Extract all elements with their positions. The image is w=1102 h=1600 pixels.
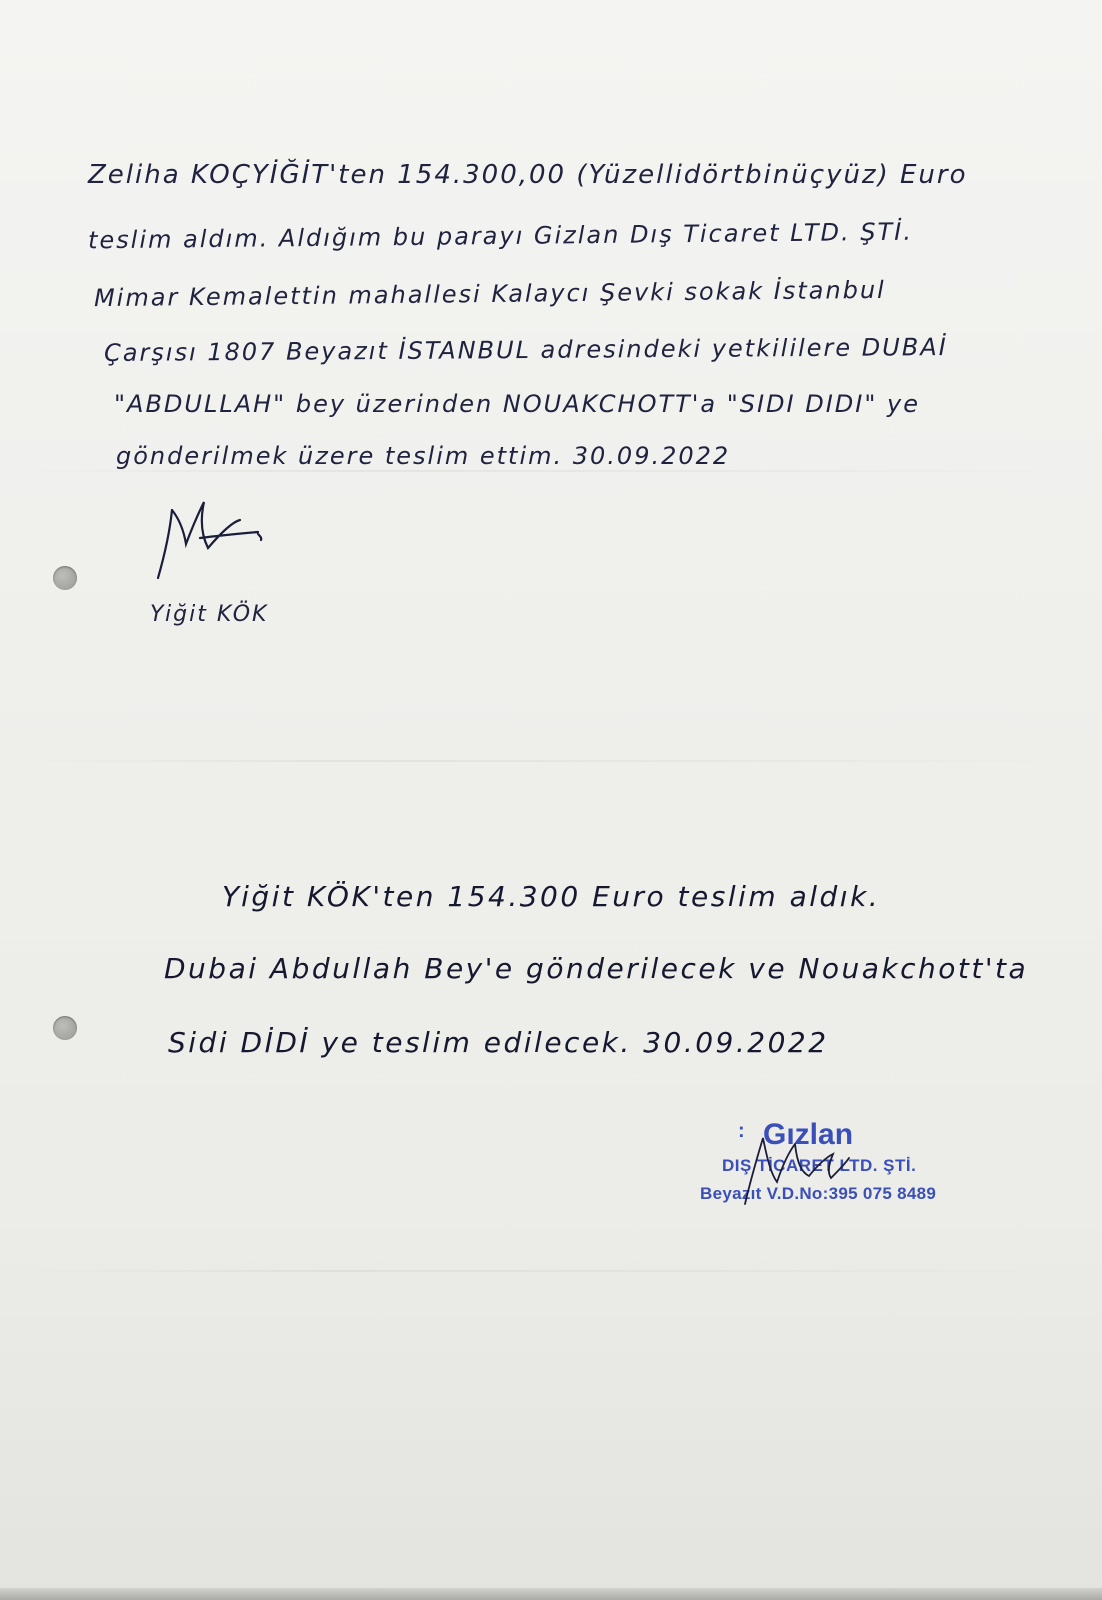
signature-scribble [140,490,280,600]
stamp-company-type: DIŞ TİCARET LTD. ŞTİ. [722,1156,917,1175]
note-1-line-2: teslim aldım. Aldığım bu parayı Gizlan Dış Ticaret LTD. ŞTİ. [87,217,914,255]
paper-crease [0,760,1102,762]
stamp-tax-info: Beyazıt V.D.No:395 075 8489 [700,1184,937,1203]
punch-hole [53,1016,77,1040]
note-2-line-1: Yiğit KÖK'ten 154.300 Euro teslim aldık. [222,880,881,913]
stamp-colon: : [738,1120,745,1142]
stamp-company-name: Gızlan [763,1118,854,1151]
note-1-signature-name: Yiğit KÖK [150,602,269,627]
note-2-line-2: Dubai Abdullah Bey'e gönderilecek ve Nouakchott'ta [164,952,1029,985]
note-1-line-3: Mimar Kemalettin mahallesi Kalaycı Şevki sokak İstanbul [93,275,886,313]
punch-hole [53,566,77,590]
stamp-signature-scribble [735,1118,855,1218]
note-1-line-5: "ABDULLAH" bey üzerinden NOUAKCHOTT'a "SIDI DIDI" ye [114,390,920,418]
note-1-line-1: Zeliha KOÇYİĞİT'ten 154.300,00 (Yüzellidörtbinüçyüz) Euro [88,160,968,190]
paper-bottom-edge [0,1588,1102,1600]
note-1-line-4: Çarşısı 1807 Beyazıt İSTANBUL adresindeki yetkililere DUBAİ [103,333,948,367]
note-2-line-3: Sidi DİDİ ye teslim edilecek. 30.09.2022 [168,1026,829,1059]
note-1-line-6: gönderilmek üzere teslim ettim. 30.09.2022 [116,442,731,470]
paper-crease [0,470,1102,472]
paper-crease [0,1270,1102,1272]
